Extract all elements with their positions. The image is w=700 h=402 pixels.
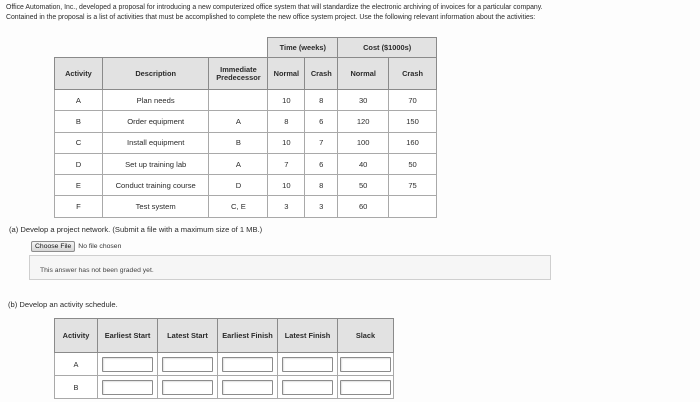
earliest-start-input[interactable] bbox=[102, 357, 153, 372]
cell-normal-cost: 50 bbox=[338, 175, 389, 196]
cell-crash-cost bbox=[389, 196, 437, 217]
cell-normal-time: 3 bbox=[268, 196, 305, 217]
table-row bbox=[55, 90, 437, 111]
cell-normal-cost: 30 bbox=[338, 90, 389, 111]
cell-predecessor: B bbox=[209, 132, 268, 153]
problem-intro bbox=[6, 3, 700, 22]
earliest-start-input[interactable] bbox=[102, 380, 153, 395]
col-latest-start: Latest Start bbox=[158, 319, 218, 353]
cell-activity: A bbox=[55, 353, 98, 376]
schedule-table bbox=[54, 318, 394, 399]
cell-crash-time: 7 bbox=[305, 132, 338, 153]
cell-normal-cost: 100 bbox=[338, 132, 389, 153]
cell-description: Conduct training course bbox=[102, 175, 209, 196]
col-description: Description bbox=[102, 58, 209, 90]
cell-normal-cost: 60 bbox=[338, 196, 389, 217]
cell-crash-cost: 70 bbox=[389, 90, 437, 111]
cell-normal-time: 10 bbox=[268, 90, 305, 111]
cell-predecessor: A bbox=[209, 111, 268, 132]
cell-activity: F bbox=[55, 196, 103, 217]
cell-description: Plan needs bbox=[102, 90, 209, 111]
cell-crash-cost: 75 bbox=[389, 175, 437, 196]
col-latest-finish: Latest Finish bbox=[278, 319, 338, 353]
latest-start-input[interactable] bbox=[162, 357, 213, 372]
cell-activity: D bbox=[55, 153, 103, 174]
cell-crash-time: 3 bbox=[305, 196, 338, 217]
cell-predecessor: D bbox=[209, 175, 268, 196]
cell-normal-time: 8 bbox=[268, 111, 305, 132]
cell-normal-time: 7 bbox=[268, 153, 305, 174]
graded-status-box bbox=[29, 255, 551, 280]
col-activity: Activity bbox=[55, 319, 98, 353]
cell-description: Install equipment bbox=[102, 132, 209, 153]
cell-crash-time: 8 bbox=[305, 90, 338, 111]
col-crash-cost: Crash bbox=[389, 58, 437, 90]
latest-finish-input[interactable] bbox=[282, 380, 333, 395]
cell-normal-time: 10 bbox=[268, 175, 305, 196]
intro-line-2: Contained in the proposal is a list of activities that must be accomplished to complete the new office system project. Use the following relevant information about the activities: bbox=[6, 13, 536, 21]
table-row bbox=[55, 376, 394, 399]
col-normal-time: Normal bbox=[268, 58, 305, 90]
cell-crash-cost: 50 bbox=[389, 153, 437, 174]
activity-table bbox=[54, 37, 437, 218]
cell-crash-time: 8 bbox=[305, 175, 338, 196]
part-a-question: (a) Develop a project network. (Submit a file with a maximum size of 1 MB.) bbox=[9, 225, 263, 234]
col-activity: Activity bbox=[55, 58, 103, 90]
col-normal-cost: Normal bbox=[338, 58, 389, 90]
latest-finish-input[interactable] bbox=[282, 357, 333, 372]
table-row bbox=[55, 111, 437, 132]
cell-activity: C bbox=[55, 132, 103, 153]
cell-predecessor bbox=[209, 90, 268, 111]
cell-activity: B bbox=[55, 111, 103, 132]
cell-crash-time: 6 bbox=[305, 153, 338, 174]
cell-crash-cost: 150 bbox=[389, 111, 437, 132]
cell-predecessor: C, E bbox=[209, 196, 268, 217]
graded-message: This answer has not been graded yet. bbox=[40, 267, 154, 274]
slack-input[interactable] bbox=[340, 357, 391, 372]
cell-activity: E bbox=[55, 175, 103, 196]
intro-line-1: Office Automation, Inc., developed a proposal for introducing a new computerized office system that will standardize the electronic archiving of invoices for a particular company. bbox=[6, 4, 543, 11]
cell-crash-time: 6 bbox=[305, 111, 338, 132]
cell-normal-time: 10 bbox=[268, 132, 305, 153]
cell-description: Test system bbox=[102, 196, 209, 217]
table-row bbox=[55, 153, 437, 174]
col-slack: Slack bbox=[338, 319, 394, 353]
col-earliest-start: Earliest Start bbox=[98, 319, 158, 353]
table-row bbox=[55, 196, 437, 217]
cell-normal-cost: 40 bbox=[338, 153, 389, 174]
cell-normal-cost: 120 bbox=[338, 111, 389, 132]
time-weeks-header: Time (weeks) bbox=[268, 38, 338, 58]
slack-input[interactable] bbox=[340, 380, 391, 395]
col-predecessor: Immediate Predecessor bbox=[209, 58, 268, 90]
table-row bbox=[55, 175, 437, 196]
earliest-finish-input[interactable] bbox=[222, 357, 273, 372]
cell-predecessor: A bbox=[209, 153, 268, 174]
file-status: No file chosen bbox=[78, 243, 122, 250]
latest-start-input[interactable] bbox=[162, 380, 213, 395]
table-row bbox=[55, 353, 394, 376]
col-crash-time: Crash bbox=[305, 58, 338, 90]
col-earliest-finish: Earliest Finish bbox=[218, 319, 278, 353]
cell-activity: A bbox=[55, 90, 103, 111]
table-row bbox=[55, 132, 437, 153]
cell-crash-cost: 160 bbox=[389, 132, 437, 153]
part-b-question: (b) Develop an activity schedule. bbox=[8, 300, 118, 309]
earliest-finish-input[interactable] bbox=[222, 380, 273, 395]
cell-activity: B bbox=[55, 376, 98, 399]
cell-description: Set up training lab bbox=[102, 153, 209, 174]
choose-file-button[interactable]: Choose File bbox=[31, 241, 75, 252]
cost-header: Cost ($1000s) bbox=[338, 38, 437, 58]
cell-description: Order equipment bbox=[102, 111, 209, 132]
file-upload bbox=[31, 241, 121, 252]
